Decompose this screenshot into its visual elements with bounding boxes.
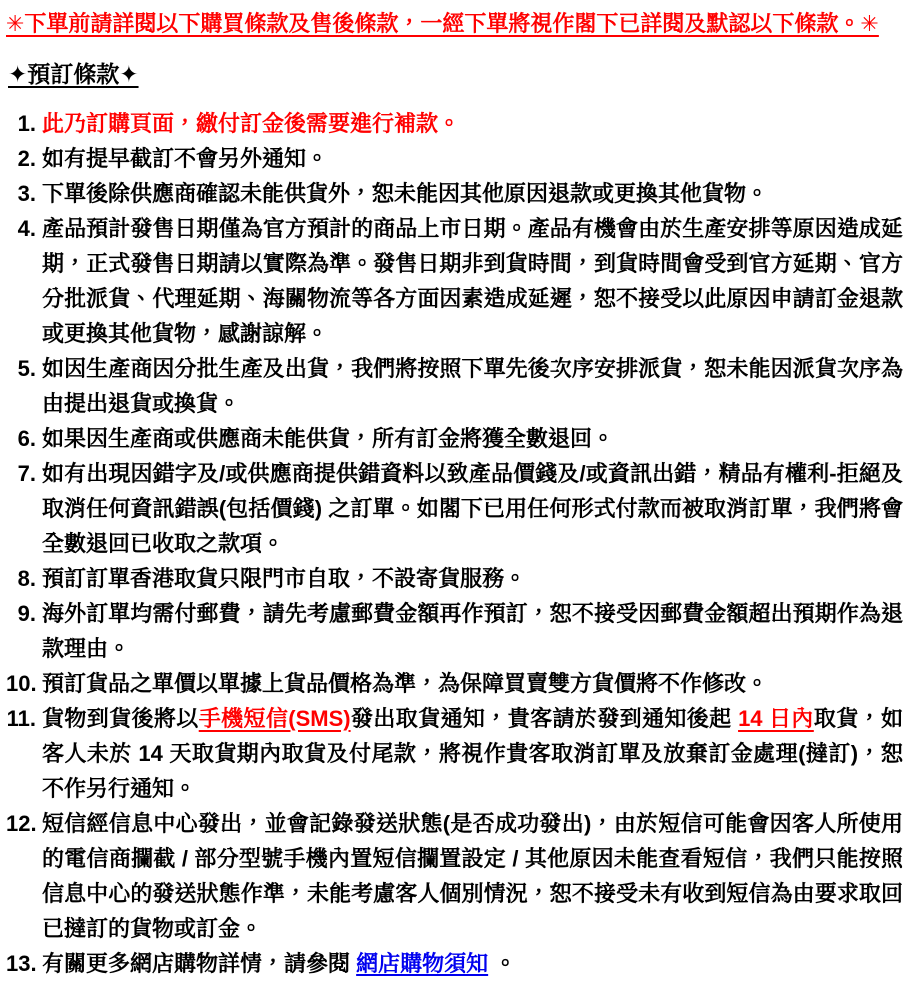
- term-item: [6, 561, 903, 596]
- section-title-row: [6, 57, 903, 106]
- term-item: [6, 141, 903, 176]
- term-text: 預訂貨品之單價以單據上貨品價格為準，為保障買賣雙方貨價將不作修改。: [42, 671, 769, 696]
- term-text: 如因生產商因分批生產及出貨，我們將按照下單先後次序安排派貨，恕未能因派貨次序為由提出退貨或換貨。: [42, 356, 903, 416]
- term-number: 8.: [17, 566, 36, 591]
- term-text: 如果因生產商或供應商未能供貨，所有訂金將獲全數退回。: [42, 426, 615, 451]
- term-text: 取貨，如客人未於 14 天取貨期內取貨及付尾款，將視作貴客取消訂單及放棄訂金處理(撻訂)，恕不作另行通知。: [42, 706, 903, 801]
- top-warning-notice: ✳下單前請詳閱以下購買條款及售後條款，一經下單將視作閣下已詳閱及默認以下條款。✳: [6, 11, 879, 36]
- term-number: 3.: [17, 181, 36, 206]
- term-text: 。: [488, 951, 517, 976]
- term-item: [6, 106, 903, 141]
- term-number: 6.: [17, 426, 36, 451]
- shop-guide-link[interactable]: 網店購物須知: [356, 951, 489, 976]
- term-item: [6, 946, 903, 981]
- term-number: 5.: [17, 356, 36, 381]
- term-text: 貨物到貨後將以: [42, 706, 199, 731]
- term-number: 9.: [17, 601, 36, 626]
- term-item: [6, 701, 903, 806]
- term-item: [6, 176, 903, 211]
- term-number: 7.: [17, 461, 36, 486]
- term-number: 13.: [6, 951, 37, 976]
- term-item: [6, 211, 903, 351]
- term-text: 發出取貨通知，貴客請於發到通知後起: [350, 706, 739, 731]
- term-item: [6, 596, 903, 666]
- term-text-highlight: 手機短信(SMS): [198, 706, 351, 731]
- term-text: 海外訂單均需付郵費，請先考慮郵費金額再作預訂，恕不接受因郵費金額超出預期作為退款理由。: [42, 601, 903, 661]
- term-item: [6, 456, 903, 561]
- term-item: [6, 666, 903, 701]
- term-number: 4.: [17, 216, 36, 241]
- term-item: [6, 351, 903, 421]
- term-number: 10.: [6, 671, 37, 696]
- term-text: 預訂訂單香港取貨只限門市自取，不設寄貨服務。: [42, 566, 527, 591]
- term-number: 2.: [17, 146, 36, 171]
- term-text: 產品預計發售日期僅為官方預計的商品上市日期。產品有機會由於生產安排等原因造成延期，正式發售日期請以實際為準。發售日期非到貨時間，到貨時間會受到官方延期、官方分批派貨、代理延期、海關物流等各方面因素造成延遲，恕不接受以此原因申請訂金退款或更換其他貨物，感謝諒解。: [42, 216, 903, 346]
- section-title: ✦預訂條款✦: [8, 61, 139, 87]
- term-text: 短信經信息中心發出，並會記錄發送狀態(是否成功發出)，由於短信可能會因客人所使用的電信商攔截 / 部分型號手機內置短信攔置設定 / 其他原因未能查看短信，我們只能按照信息中心的發送狀態作準，未能考慮客人個別情況，恕不接受未有收到短信為由要求取回已撻訂的貨物或訂金。: [42, 811, 903, 941]
- term-item: [6, 806, 903, 946]
- term-number: 12.: [6, 811, 37, 836]
- term-number: 11.: [6, 706, 36, 731]
- term-text: 如有出現因錯字及/或供應商提供錯資料以致產品價錢及/或資訊出錯，精品有權利-拒絕及取消任何資訊錯誤(包括價錢) 之訂單。如閣下已用任何形式付款而被取消訂單，我們將會全數退回已收取之款項。: [42, 461, 903, 556]
- terms-list: [6, 106, 903, 981]
- term-text-highlight: 14 日內: [738, 706, 814, 731]
- term-text: 有關更多網店購物詳情，請參閱: [42, 951, 357, 976]
- term-text-highlight: 此乃訂購頁面，繳付訂金後需要進行補款。: [42, 111, 461, 136]
- term-number: 1.: [17, 111, 36, 136]
- term-text: 如有提早截訂不會另外通知。: [42, 146, 329, 171]
- term-item: [6, 421, 903, 456]
- term-text: 下單後除供應商確認未能供貨外，恕未能因其他原因退款或更換其他貨物。: [42, 181, 769, 206]
